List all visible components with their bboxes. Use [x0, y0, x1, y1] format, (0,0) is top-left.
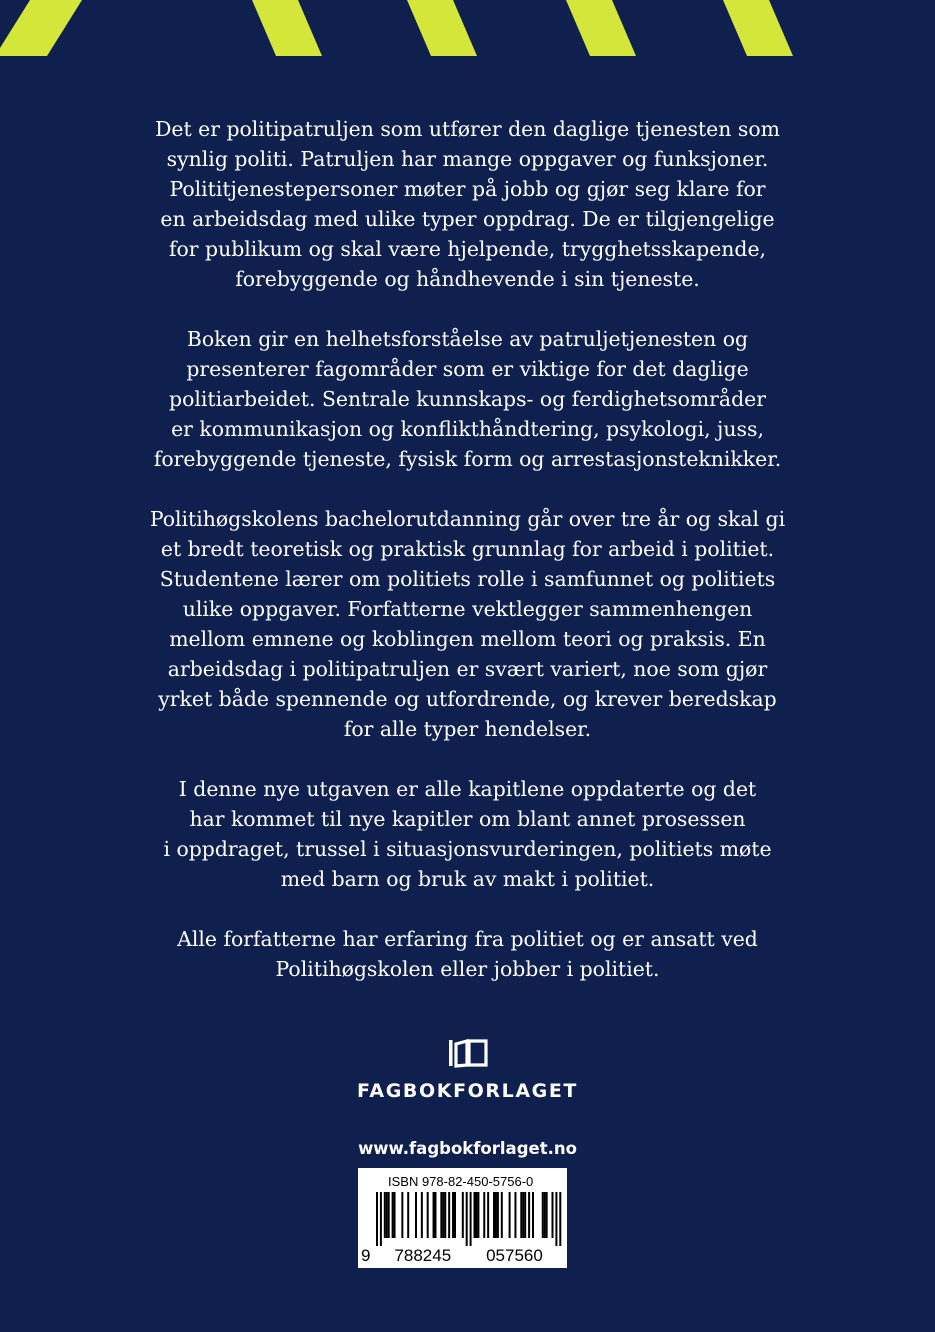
barcode-bar	[474, 1192, 476, 1238]
barcode-bar	[542, 1192, 544, 1238]
barcode-bar	[466, 1192, 468, 1246]
text-line: Det er politipatruljen som utfører den daglige tjenesten som	[155, 117, 780, 141]
text-line: politiarbeidet. Sentrale kunnskaps- og ferdighetsområder	[169, 387, 766, 411]
barcode-bar	[415, 1192, 417, 1238]
isbn-barcode	[358, 1168, 567, 1268]
barcode-bar	[421, 1192, 423, 1238]
barcode-digits: 057560	[486, 1246, 543, 1265]
open-book-icon	[447, 1038, 489, 1068]
barcode-digits: 788245	[394, 1246, 452, 1265]
barcode-bar	[444, 1192, 446, 1238]
barcode-digits: 9	[361, 1246, 371, 1265]
barcode-bar	[448, 1192, 450, 1238]
text-line: en arbeidsdag med ulike typer oppdrag. De er tilgjengelige	[160, 207, 775, 231]
text-line: ulike oppgaver. Forfatterne vektlegger sammenhengen	[182, 597, 753, 621]
barcode-bar	[433, 1192, 435, 1238]
barcode-bar	[546, 1192, 548, 1238]
text-line: Politihøgskolen eller jobber i politiet.	[275, 957, 660, 981]
barcode-bar	[454, 1192, 456, 1238]
barcode-bar	[544, 1192, 546, 1238]
barcode-bar	[559, 1192, 561, 1246]
stripe	[566, 0, 636, 56]
text-line: presenterer fagområder som er viktige for det daglige	[186, 357, 749, 381]
text-line: et bredt teoretisk og praktisk grunnlag for arbeid i politiet.	[160, 537, 775, 561]
text-line: i oppdraget, trussel i situasjonsvurderingen, politiets møte	[163, 837, 772, 861]
barcode-bar	[392, 1192, 394, 1238]
barcode-bar	[528, 1192, 530, 1238]
barcode-bar	[442, 1192, 444, 1238]
barcode-bar	[524, 1192, 526, 1238]
text-line: I denne nye utgaven er alle kapitlene oppdaterte og det	[178, 777, 757, 801]
barcode-bar	[522, 1192, 524, 1238]
text-line: Studentene lærer om politiets rolle i samfunnet og politiets	[159, 567, 776, 591]
text-line: forebyggende og håndhevende i sin tjeneste.	[235, 267, 700, 291]
barcode-bar	[509, 1192, 511, 1238]
barcode-bar	[380, 1192, 382, 1246]
barcode-bar	[477, 1192, 479, 1238]
publisher-logo	[0, 1038, 935, 1068]
barcode-bar	[462, 1192, 464, 1238]
barcode-bar	[384, 1192, 386, 1238]
barcode-bar	[475, 1192, 477, 1238]
paragraph-1	[80, 114, 855, 294]
paragraph-3	[80, 504, 855, 744]
barcode-bar	[493, 1192, 495, 1238]
barcode-bar	[520, 1192, 522, 1238]
barcode-bar	[376, 1192, 378, 1246]
stripe	[252, 0, 322, 56]
barcode-bar	[497, 1192, 499, 1238]
text-line: Boken gir en helhetsforståelse av patruljetjenesten og	[186, 327, 749, 351]
barcode-bar	[514, 1192, 516, 1238]
barcode-bar	[401, 1192, 403, 1238]
text-line: Politihøgskolens bachelorutdanning går over tre år og skal gi	[149, 507, 786, 531]
barcode-bar	[483, 1192, 485, 1238]
text-line: synlig politi. Patruljen har mange oppgaver og funksjoner.	[166, 147, 769, 171]
barcode-bar	[386, 1192, 388, 1238]
barcode-bar	[495, 1192, 497, 1238]
barcode-bar	[394, 1192, 396, 1238]
barcode-bar	[501, 1192, 503, 1238]
isbn-label: ISBN 978-82-450-5756-0	[388, 1174, 534, 1189]
text-line: Polititjenestepersoner møter på jobb og gjør seg klare for	[169, 177, 766, 201]
paragraph-4	[80, 774, 855, 894]
paragraph-5	[80, 924, 855, 984]
publisher-url[interactable]: www.fagbokforlaget.no	[358, 1139, 577, 1158]
text-line: for alle typer hendelser.	[343, 717, 592, 741]
barcode-bar	[452, 1192, 454, 1238]
publisher-name: FAGBOKFORLAGET	[357, 1080, 578, 1102]
barcode-bar	[552, 1192, 554, 1238]
text-line: forebyggende tjeneste, fysisk form og arrestasjonsteknikker.	[153, 447, 782, 471]
warning-stripes	[0, 0, 935, 56]
paragraph-2	[80, 324, 855, 474]
barcode-bar	[440, 1192, 442, 1238]
stripe	[723, 0, 793, 56]
barcode-bar	[427, 1192, 429, 1238]
barcode-bar	[407, 1192, 409, 1238]
text-line: yrket både spennende og utfordrende, og krever beredskap	[158, 687, 777, 711]
barcode-bar	[555, 1192, 557, 1246]
barcode-bar	[435, 1192, 437, 1238]
text-line: med barn og bruk av makt i politiet.	[280, 867, 655, 891]
stripe	[0, 0, 82, 56]
text-line: arbeidsdag i politipatruljen er svært variert, noe som gjør	[167, 657, 768, 681]
text-line: Alle forfatterne har erfaring fra politiet og er ansatt ved	[177, 927, 758, 951]
text-line: er kommunikasjon og konflikthåndtering, psykologi, juss,	[171, 417, 764, 441]
text-line: mellom emnene og koblingen mellom teori og praksis. En	[169, 627, 766, 651]
barcode-bar	[388, 1192, 390, 1238]
stripe	[407, 0, 477, 56]
barcode-bar	[532, 1192, 534, 1238]
barcode-bar	[470, 1192, 472, 1246]
barcode-bar	[487, 1192, 489, 1238]
text-line: for publikum og skal være hjelpende, trygghetsskapende,	[168, 237, 767, 261]
blurb-text	[80, 114, 855, 1014]
text-line: har kommet til nye kapitler om blant annet prosessen	[189, 807, 746, 831]
